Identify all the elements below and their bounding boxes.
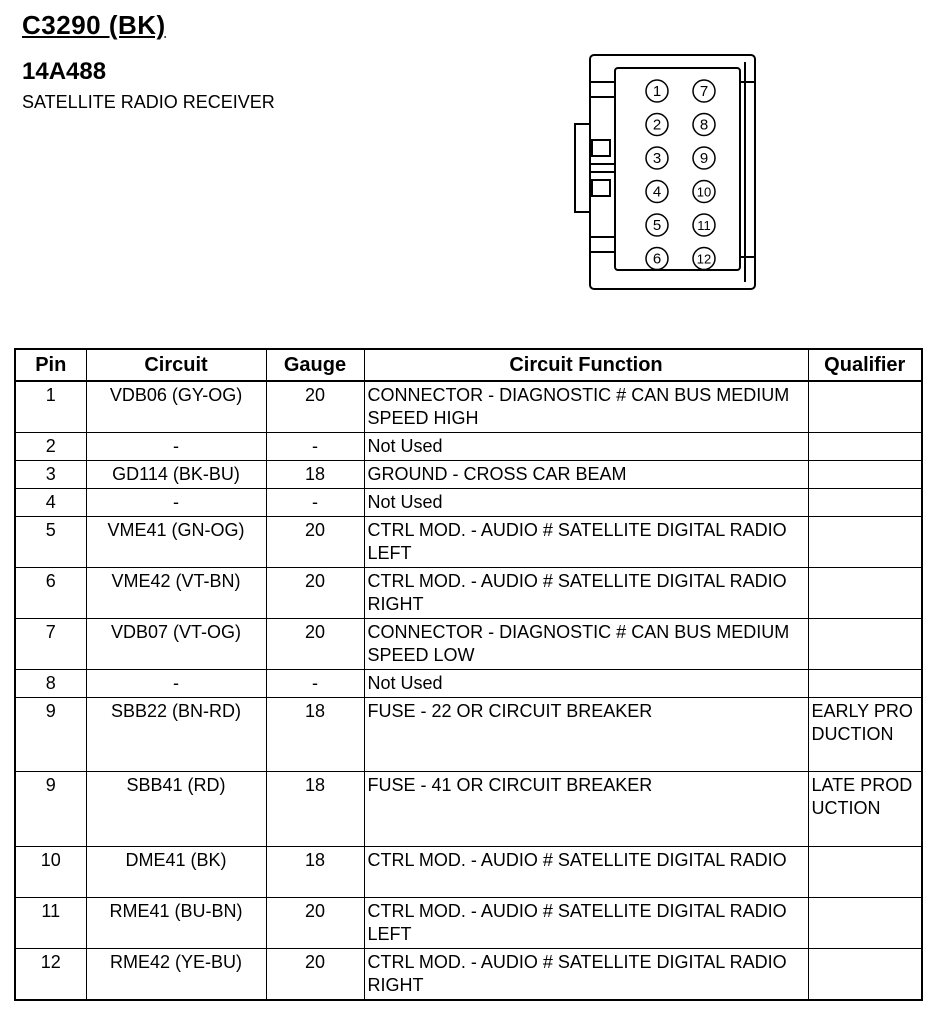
- pin-cell: 4: [15, 489, 86, 517]
- gauge-cell: 20: [266, 949, 364, 1001]
- connector-pin-number: 7: [699, 83, 709, 100]
- connector-pin-number: 6: [652, 250, 662, 268]
- connector-pin-number: 11: [697, 218, 711, 233]
- part-number: 14A488: [22, 58, 107, 85]
- circuit-function-cell: Not Used: [364, 433, 808, 461]
- column-header-qualifier: Qualifier: [808, 349, 922, 381]
- qualifier-cell: [808, 898, 922, 949]
- qualifier-cell: [808, 847, 922, 898]
- qualifier-cell: [808, 433, 922, 461]
- qualifier-cell: [808, 461, 922, 489]
- circuit-cell: VDB07 (VT-OG): [86, 619, 266, 670]
- qualifier-cell: [808, 381, 922, 433]
- connector-pin-number: 5: [652, 217, 662, 234]
- pin-cell: 10: [15, 847, 86, 898]
- qualifier-cell: EARLY PRODUCTION: [808, 698, 922, 772]
- circuit-function-cell: Not Used: [364, 670, 808, 698]
- gauge-cell: 18: [266, 698, 364, 772]
- table-row: [15, 772, 922, 847]
- circuit-cell: VDB06 (GY-OG): [86, 381, 266, 433]
- table-row: [15, 847, 922, 898]
- table-row: [15, 517, 922, 568]
- circuit-function-cell: FUSE - 41 OR CIRCUIT BREAKER: [364, 772, 808, 847]
- circuit-cell: -: [86, 489, 266, 517]
- gauge-cell: 18: [266, 847, 364, 898]
- circuit-function-cell: CTRL MOD. - AUDIO # SATELLITE DIGITAL RADIO LEFT: [364, 898, 808, 949]
- circuit-function-cell: GROUND - CROSS CAR BEAM: [364, 461, 808, 489]
- gauge-cell: 20: [266, 568, 364, 619]
- table-row: [15, 898, 922, 949]
- column-header-circuit: Circuit: [86, 349, 266, 381]
- connector-latch: [575, 124, 590, 212]
- table-row: [15, 670, 922, 698]
- column-header-pin: Pin: [15, 349, 86, 381]
- qualifier-cell: [808, 568, 922, 619]
- table-row: [15, 568, 922, 619]
- connector-pin-number: 2: [652, 116, 662, 134]
- table-row: [15, 381, 922, 433]
- circuit-function-cell: CTRL MOD. - AUDIO # SATELLITE DIGITAL RADIO LEFT: [364, 517, 808, 568]
- circuit-function-cell: FUSE - 22 OR CIRCUIT BREAKER: [364, 698, 808, 772]
- connector-pin-number: 10: [696, 184, 712, 200]
- connector-title: C3290 (BK): [22, 10, 166, 40]
- gauge-cell: -: [266, 670, 364, 698]
- table-row: [15, 619, 922, 670]
- circuit-cell: VME41 (GN-OG): [86, 517, 266, 568]
- gauge-cell: 20: [266, 381, 364, 433]
- circuit-cell: RME41 (BU-BN): [86, 898, 266, 949]
- gauge-cell: -: [266, 433, 364, 461]
- table-row: [15, 433, 922, 461]
- pin-cell: 6: [15, 568, 86, 619]
- circuit-cell: SBB41 (RD): [86, 772, 266, 847]
- circuit-function-cell: CTRL MOD. - AUDIO # SATELLITE DIGITAL RADIO RIGHT: [364, 949, 808, 1001]
- connector-pin-number: 9: [699, 150, 709, 167]
- qualifier-cell: [808, 670, 922, 698]
- component-description: SATELLITE RADIO RECEIVER: [22, 92, 275, 112]
- connector-pin-number: 12: [696, 251, 712, 267]
- pin-cell: 11: [15, 898, 86, 949]
- circuit-cell: -: [86, 433, 266, 461]
- table-header-row: [15, 349, 922, 381]
- connector-housing-inner: [615, 68, 740, 270]
- circuit-cell: VME42 (VT-BN): [86, 568, 266, 619]
- pin-cell: 1: [15, 381, 86, 433]
- pinout-table: [14, 348, 923, 1001]
- table-row: [15, 698, 922, 772]
- qualifier-cell: LATE PRODUCTION: [808, 772, 922, 847]
- pin-cell: 8: [15, 670, 86, 698]
- connector-face-diagram: [570, 52, 770, 297]
- table-row: [15, 461, 922, 489]
- circuit-function-cell: CTRL MOD. - AUDIO # SATELLITE DIGITAL RADIO RIGHT: [364, 568, 808, 619]
- circuit-function-cell: CONNECTOR - DIAGNOSTIC # CAN BUS MEDIUM SPEED HIGH: [364, 381, 808, 433]
- pin-cell: 3: [15, 461, 86, 489]
- qualifier-cell: [808, 517, 922, 568]
- pin-cell: 2: [15, 433, 86, 461]
- pin-cell: 12: [15, 949, 86, 1001]
- qualifier-cell: [808, 619, 922, 670]
- connector-pin-number: 3: [652, 150, 662, 167]
- qualifier-cell: [808, 489, 922, 517]
- qualifier-cell: [808, 949, 922, 1001]
- connector-pin-number: 1: [652, 83, 662, 100]
- circuit-cell: SBB22 (BN-RD): [86, 698, 266, 772]
- table-row: [15, 949, 922, 1001]
- circuit-cell: RME42 (YE-BU): [86, 949, 266, 1001]
- column-header-gauge: Gauge: [266, 349, 364, 381]
- gauge-cell: 20: [266, 898, 364, 949]
- circuit-function-cell: Not Used: [364, 489, 808, 517]
- gauge-cell: 20: [266, 517, 364, 568]
- pin-cell: 7: [15, 619, 86, 670]
- pin-cell: 5: [15, 517, 86, 568]
- connector-pin-number: 4: [652, 183, 662, 201]
- table-row: [15, 489, 922, 517]
- circuit-cell: GD114 (BK-BU): [86, 461, 266, 489]
- pin-cell: 9: [15, 772, 86, 847]
- circuit-cell: DME41 (BK): [86, 847, 266, 898]
- column-header-circuit-function: Circuit Function: [364, 349, 808, 381]
- gauge-cell: 18: [266, 461, 364, 489]
- circuit-function-cell: CONNECTOR - DIAGNOSTIC # CAN BUS MEDIUM SPEED LOW: [364, 619, 808, 670]
- gauge-cell: -: [266, 489, 364, 517]
- connector-pin-number: 8: [699, 116, 709, 134]
- gauge-cell: 18: [266, 772, 364, 847]
- circuit-cell: -: [86, 670, 266, 698]
- circuit-function-cell: CTRL MOD. - AUDIO # SATELLITE DIGITAL RADIO: [364, 847, 808, 898]
- pin-cell: 9: [15, 698, 86, 772]
- gauge-cell: 20: [266, 619, 364, 670]
